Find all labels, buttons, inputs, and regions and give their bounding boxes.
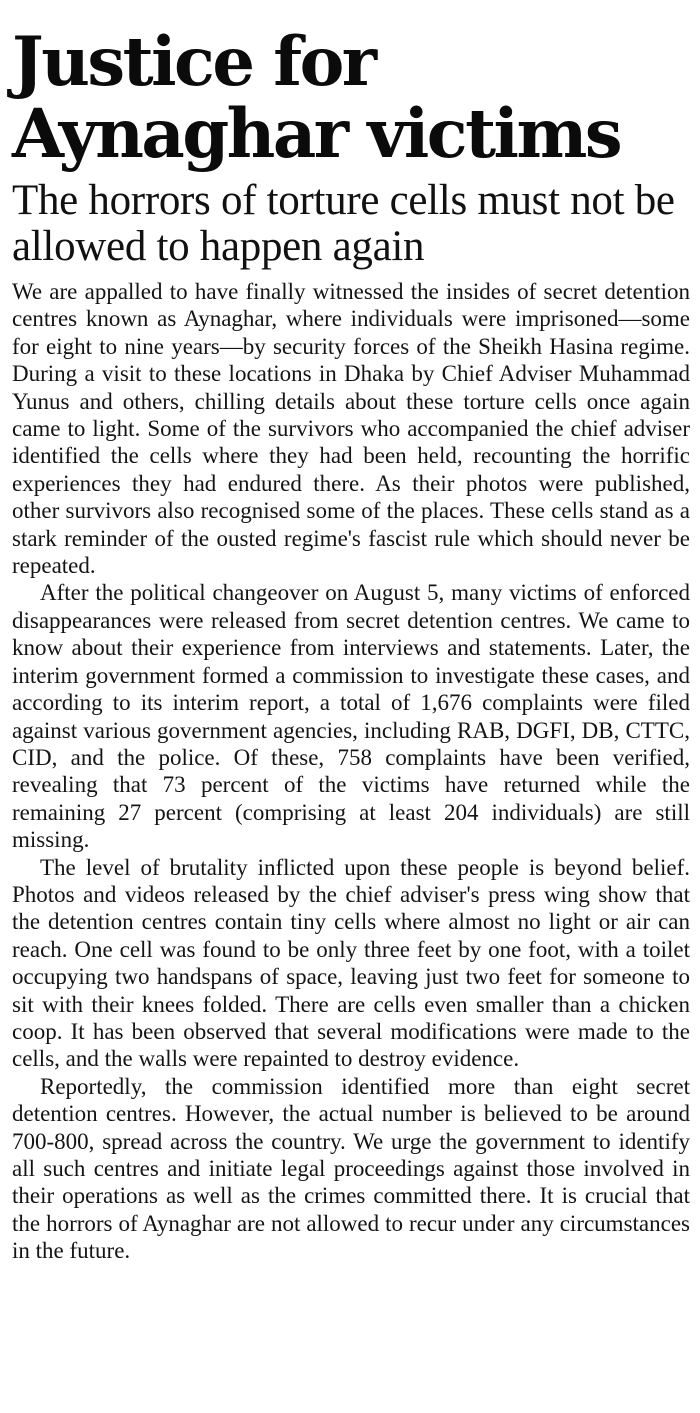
headline: Justice for Aynaghar victims (12, 22, 621, 173)
subheadline: The horrors of torture cells must not be allowed to happen again (12, 177, 675, 270)
paragraph-2: After the political changeover on August 5, many victims of enforced disappearances were released from secret detention centres. We came to know about their experience from interviews and statements. Later, the interim government formed a commission to investigate these cases, and according to its interim report, a total of 1,676 complaints were filed against various government agencies, including RAB, DGFI, DB, CTTC, CID, and the police. Of these, 758 complaints have been verified, revealing that 73 percent of the victims have returned while the remaining 27 percent (comprising at least 204 individuals) are still missing. (12, 580, 690, 853)
paragraph-3: The level of brutality inflicted upon these people is beyond belief. Photos and videos released by the chief adviser's press wing show that the detention centres contain tiny cells where almost no light or air can reach. One cell was found to be only three feet by one foot, with a toilet occupying two handspans of space, leaving just two feet for someone to sit with their knees folded. There are cells even smaller than a chicken coop. It has been observed that several modifications were made to the cells, and the walls were repainted to destroy evidence. (12, 854, 690, 1072)
paragraph-4: Reportedly, the commission identified more than eight secret detention centres. However, the actual number is believed to be around 700-800, spread across the country. We urge the government to identify all such centres and initiate legal proceedings against those involved in their operations as well as the crimes committed there. It is crucial that the horrors of Aynaghar are not allowed to recur under any circumstances in the future. (12, 1073, 690, 1264)
article-body (12, 278, 690, 1265)
paragraph-1: We are appalled to have finally witnessed the insides of secret detention centres known as Aynaghar, where individuals were imprisoned—some for eight to nine years—by security forces of the Sheikh Hasina regime. During a visit to these locations in Dhaka by Chief Adviser Muhammad Yunus and others, chilling details about these torture cells once again came to light. Some of the survivors who accompanied the chief adviser identified the cells where they had been held, recounting the horrific experiences they had endured there. As their photos were published, other survivors also recognised some of the places. These cells stand as a stark reminder of the ousted regime's fascist rule which should never be repeated. (12, 279, 690, 579)
